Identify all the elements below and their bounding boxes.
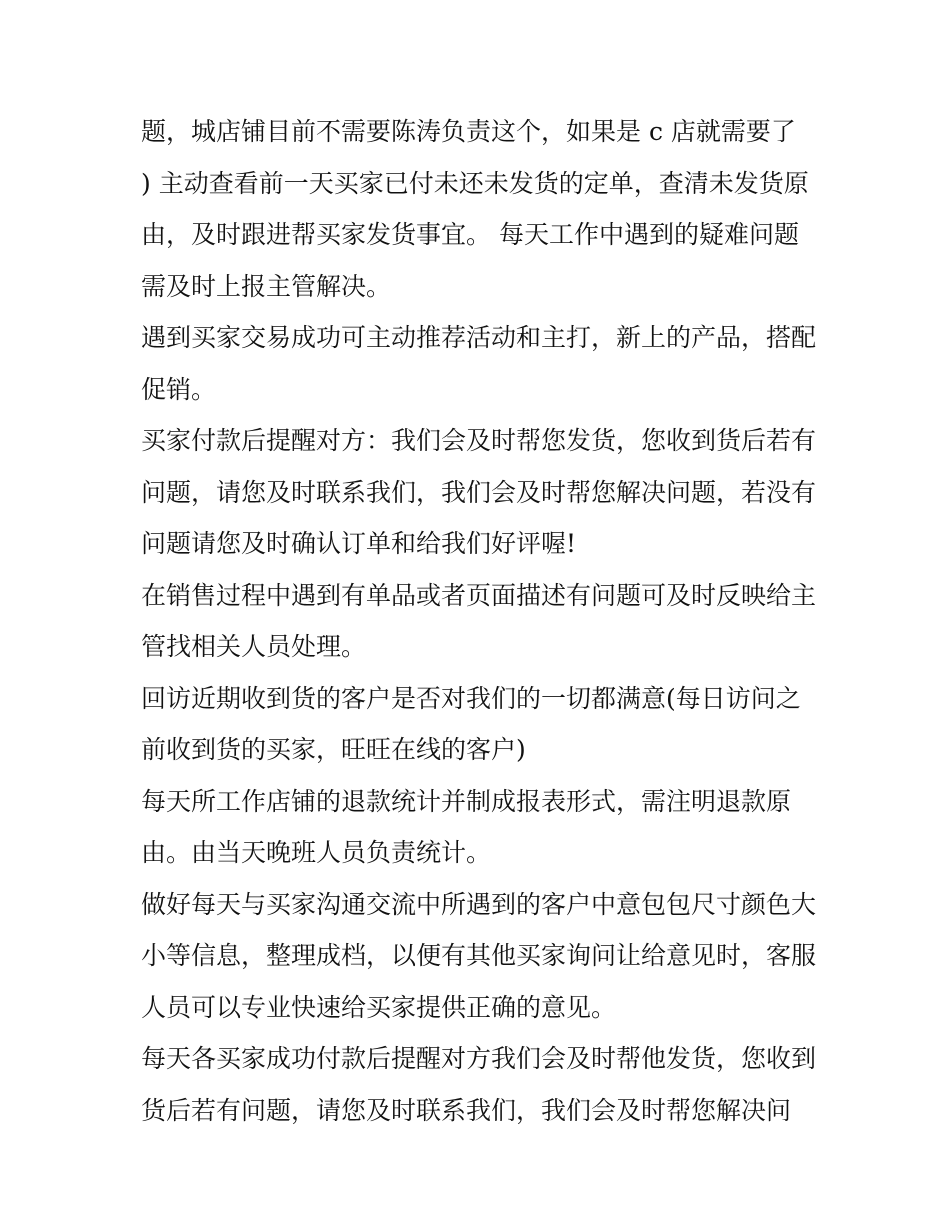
paragraph-5 [141, 673, 831, 776]
text-line: 需及时上报主管解决。 [141, 271, 392, 301]
text-line: 由，及时跟进帮买家发货事宜。 每天工作中遇到的疑难问题 [141, 220, 799, 249]
text-line: 促销。 [141, 374, 217, 404]
text-line: 题，城店铺目前不需要陈涛负责这个，如果是 c 店就需要了 [141, 117, 796, 146]
paragraph-7 [141, 879, 831, 1034]
text-line: 做好每天与买家沟通交流中所遇到的客户中意包包尺寸颜色大 [141, 889, 817, 919]
paragraph-8 [141, 1033, 831, 1136]
text-line: 每天所工作店铺的退款统计并制成报表形式，需注明退款原 [141, 786, 792, 816]
paragraph-2 [141, 312, 831, 415]
text-line: 小等信息，整理成档，以便有其他买家询问让给意见时，客服 [141, 941, 817, 970]
text-line: 在销售过程中遇到有单品或者页面描述有问题可及时反映给主 [141, 580, 817, 610]
paragraph-1 [141, 106, 831, 312]
text-line: 遇到买家交易成功可主动推荐活动和主打，新上的产品，搭配 [141, 323, 817, 352]
text-line: 每天各买家成功付款后提醒对方我们会及时帮他发货，您收到 [141, 1044, 817, 1073]
text-line: 前收到货的买家，旺旺在线的客户) [141, 735, 526, 764]
paragraph-4 [141, 570, 831, 673]
paragraph-6 [141, 776, 831, 879]
text-line: 回访近期收到货的客户是否对我们的一切都满意(每日访问之 [141, 683, 801, 713]
text-line: 问题，请您及时联系我们，我们会及时帮您解决问题，若没有 [141, 477, 817, 507]
paragraph-3 [141, 415, 831, 570]
text-line: 问题请您及时确认订单和给我们好评喔! [141, 529, 577, 558]
text-line: 人员可以专业快速给买家提供正确的意见。 [141, 992, 617, 1022]
text-line: 买家付款后提醒对方：我们会及时帮您发货，您收到货后若有 [141, 426, 817, 455]
text-line: 货后若有问题，请您及时联系我们，我们会及时帮您解决问 [141, 1095, 792, 1125]
text-line: 管找相关人员处理。 [141, 632, 367, 661]
document-body [141, 106, 831, 1136]
text-line: ) 主动查看前一天买家已付未还未发货的定单，查清未发货原 [141, 168, 809, 198]
text-line: 由。由当天晚班人员负责统计。 [141, 838, 492, 867]
